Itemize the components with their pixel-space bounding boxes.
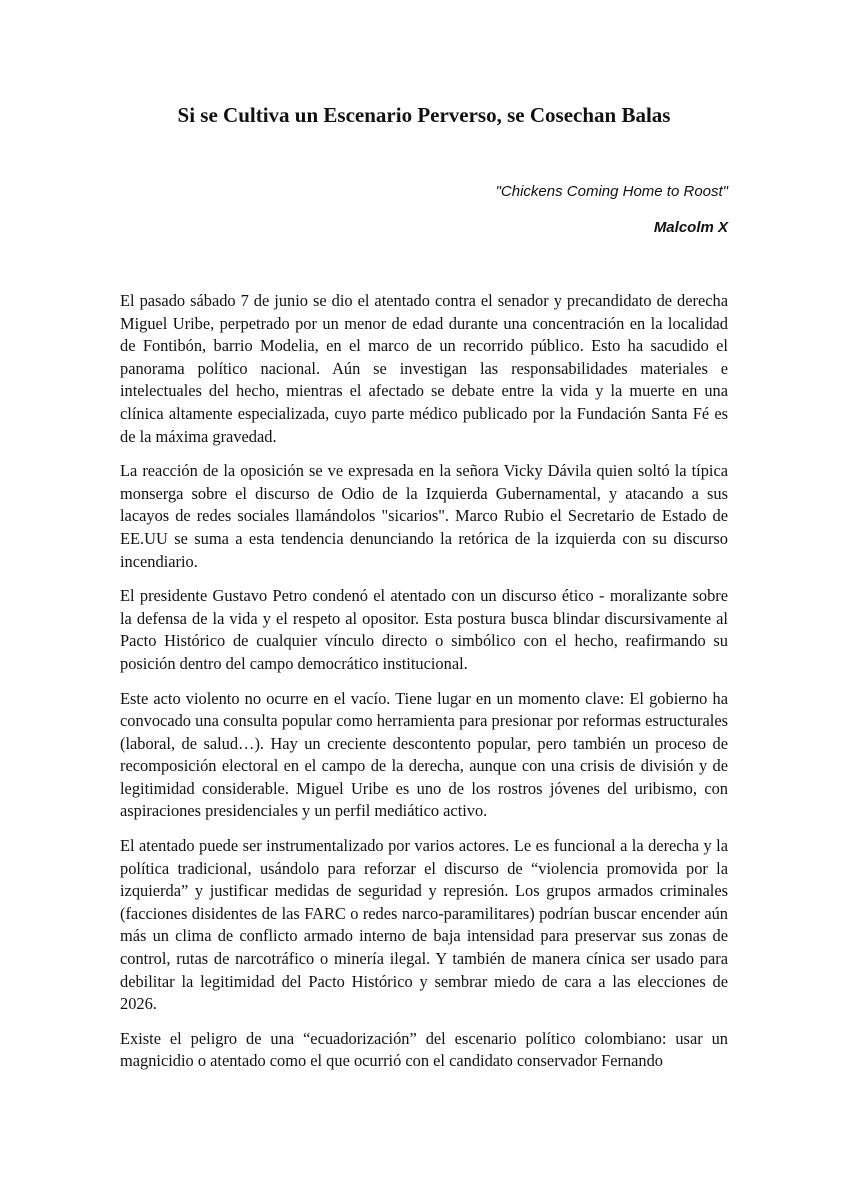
epigraph-quote: "Chickens Coming Home to Roost" — [495, 183, 728, 200]
paragraph: La reacción de la oposición se ve expresada en la señora Vicky Dávila quien soltó la típica monserga sobre el discurso de Odio de la Izquierda Gubernamental, y atacando a sus lacayos de redes sociales llamándolos "sicarios". Marco Rubio el Secretario de Estado de EE.UU se suma a esta tendencia denunciando la retórica de la izquierda con su discurso incendiario. — [120, 461, 728, 571]
paragraph: El pasado sábado 7 de junio se dio el atentado contra el senador y precandidato de derecha Miguel Uribe, perpetrado por un menor de edad durante una concentración en la localidad de Fontibón, barrio Modelia, en el marco de un recorrido público. Esto ha sacudido el panorama político nacional. Aún se investigan las responsabilidades materiales e intelectuales del hecho, mientras el afectado se debate entre la vida y la muerte en una clínica altamente especializada, cuyo parte médico publicado por la Fundación Santa Fé es de la máxima gravedad. — [120, 291, 728, 446]
paragraph: El presidente Gustavo Petro condenó el atentado con un discurso ético - moralizante sobre la defensa de la vida y el respeto al opositor. Esta postura busca blindar discursivamente al Pacto Histórico de cualquier vínculo directo o simbólico con el hecho, reafirmando su posición dentro del campo democrático institucional. — [120, 586, 728, 673]
paragraph: Existe el peligro de una “ecuadorización” del escenario político colombiano: usar un magnicidio o atentado como el que ocurrió con el candidato conservador Fernando — [120, 1028, 728, 1071]
paragraph: Este acto violento no ocurre en el vacío. Tiene lugar en un momento clave: El gobierno ha convocado una consulta popular como herramienta para presionar por reformas estructurales (laboral, de salud…). Hay un creciente descontento popular, pero también un proceso de recomposición electoral en el campo de la derecha, aunque con una crisis de división y de legitimidad considerable. Miguel Uribe es uno de los rostros jóvenes del uribismo, con aspiraciones presidenciales y un perfil mediático activo. — [120, 688, 728, 821]
document-title: Si se Cultiva un Escenario Perverso, se Cosechan Balas — [177, 103, 671, 127]
article-body — [120, 290, 728, 1085]
paragraph: El atentado puede ser instrumentalizado por varios actores. Le es funcional a la derecha y la política tradicional, usándolo para reforzar el discurso de “violencia promovida por la izquierda” y justificar medidas de seguridad y represión. Los grupos armados criminales (facciones disidentes de las FARC o redes narco-paramilitares) podrían buscar encender aún más un clima de conflicto armado interno de baja intensidad para preservar sus zonas de control, rutas de narcotráfico o minería ilegal. Y también de manera cínica ser usado para debilitar la legitimidad del Pacto Histórico y sembrar miedo de cara a las elecciones de 2026. — [120, 836, 728, 1014]
epigraph-author: Malcolm X — [653, 219, 728, 236]
